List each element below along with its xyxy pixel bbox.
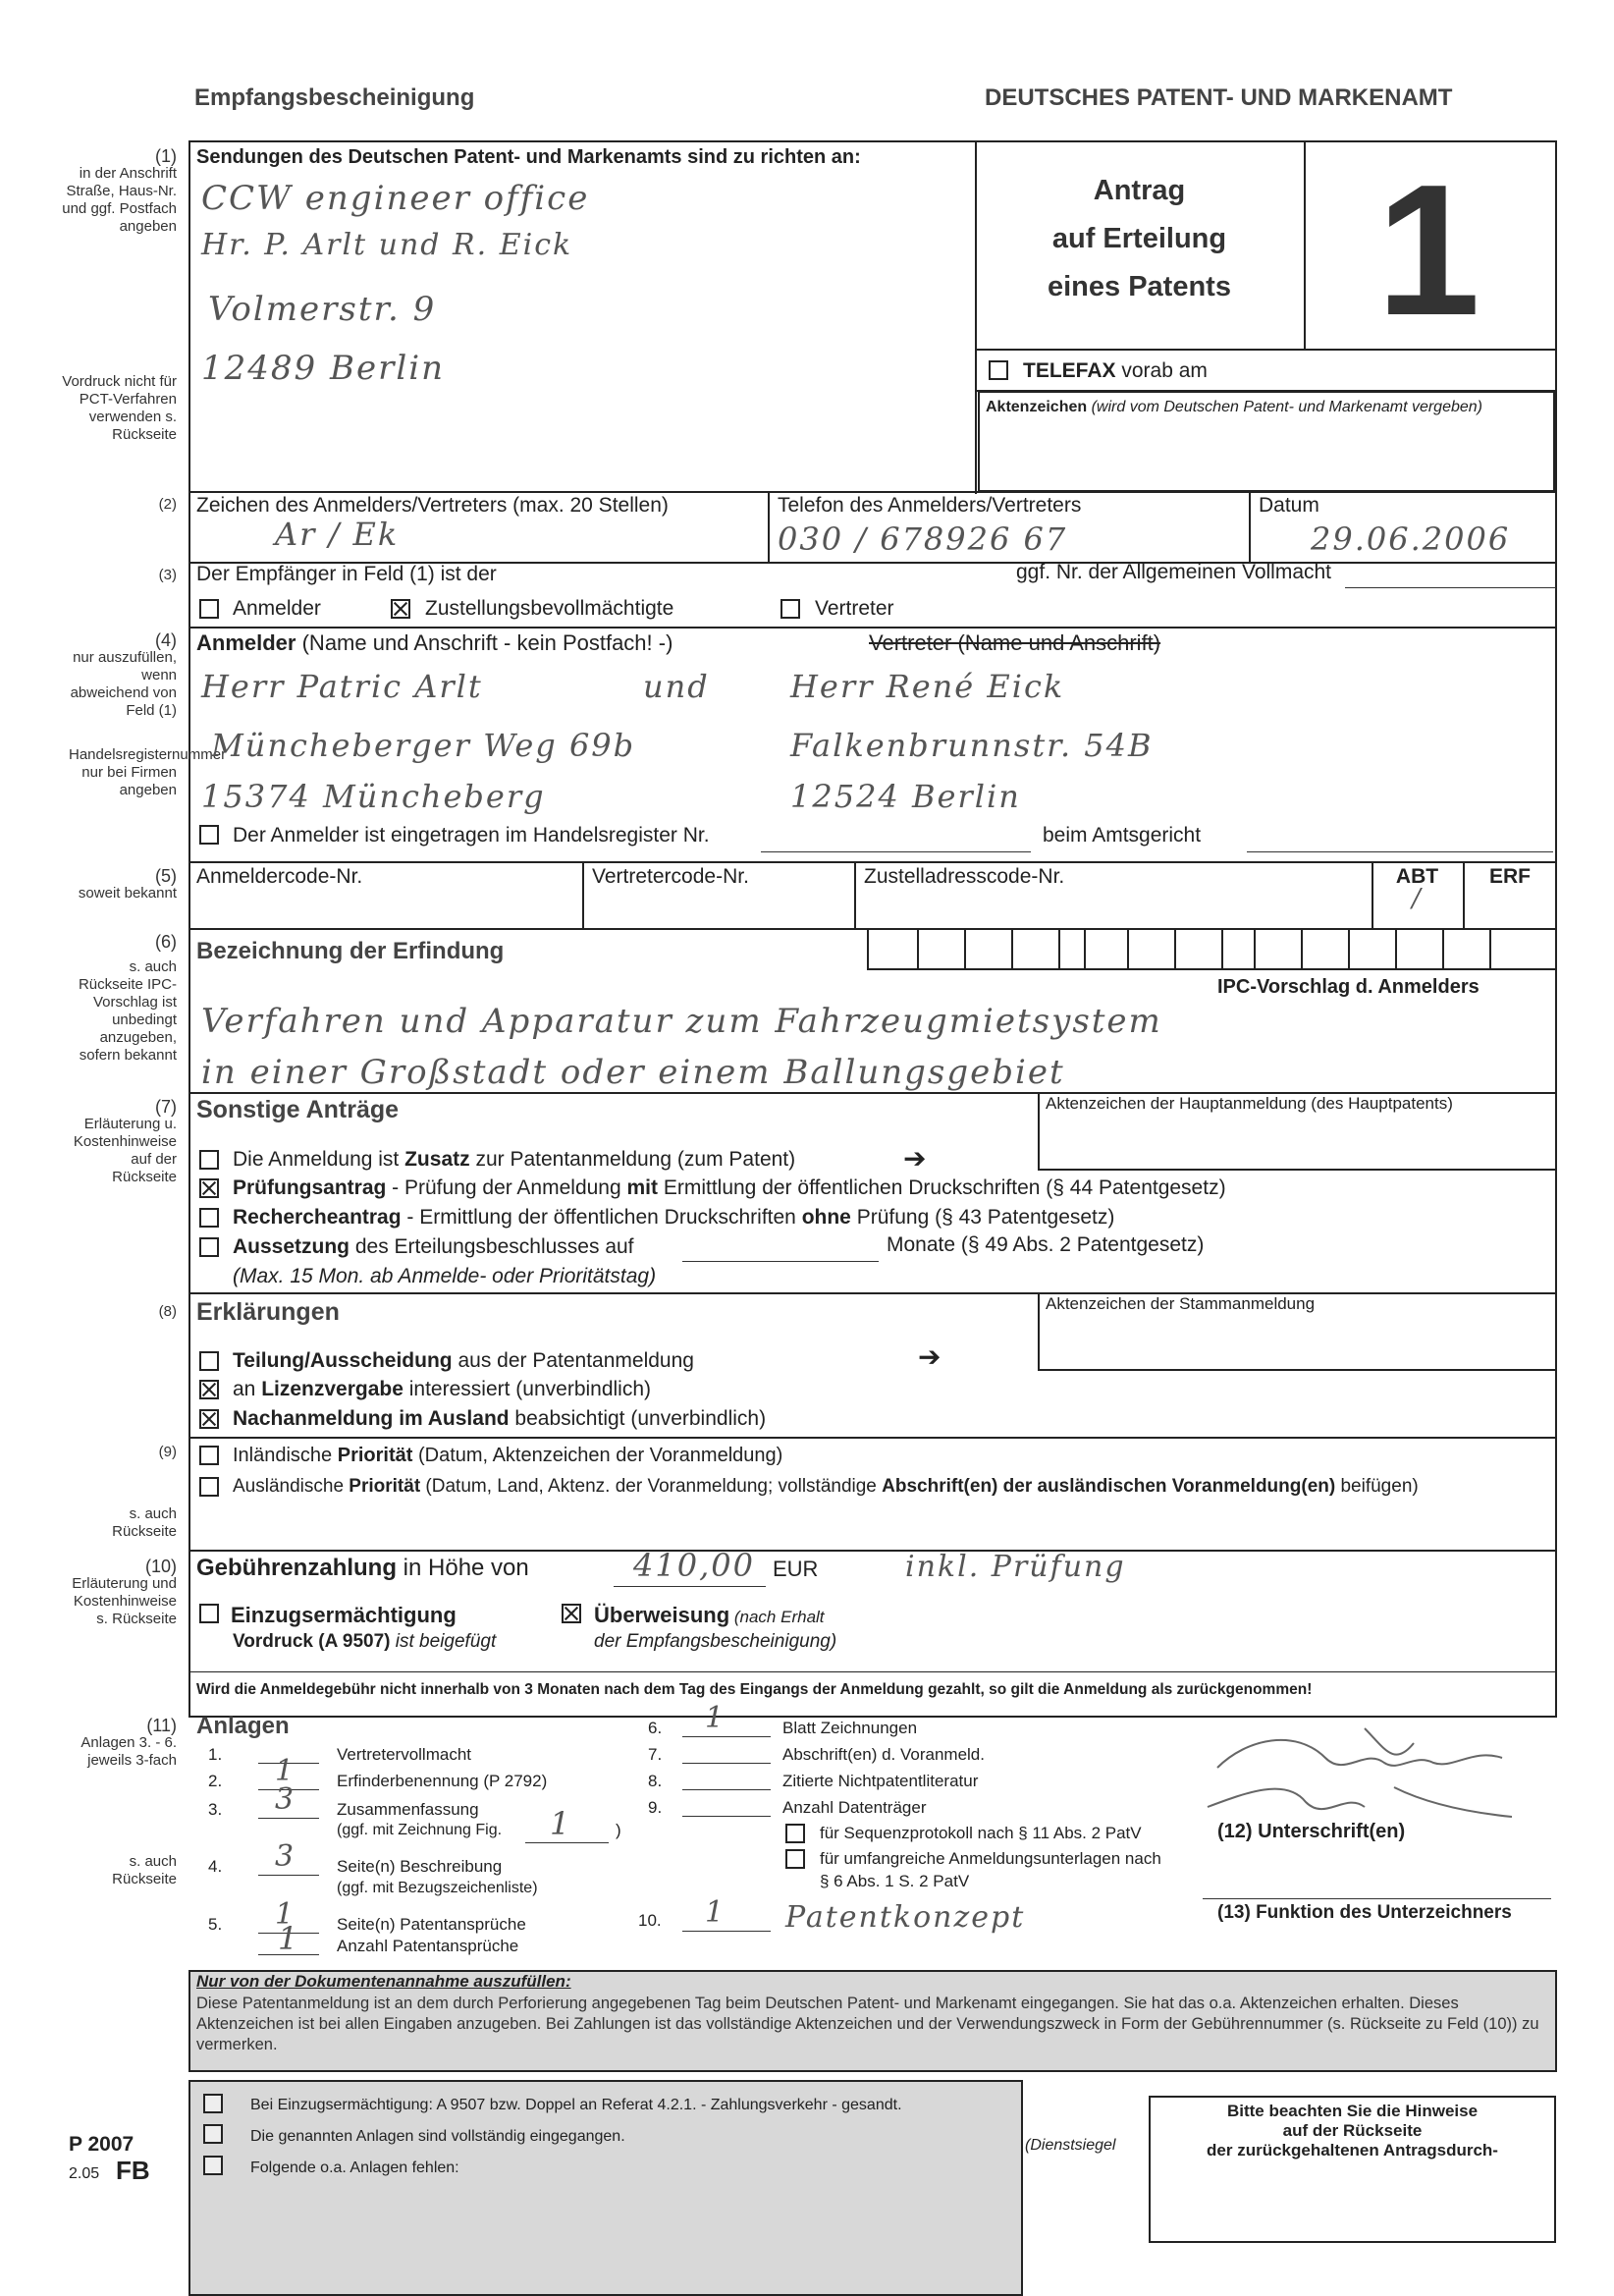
gebuehrenzahlung-label: Gebührenzahlung in Höhe von [196,1555,529,1581]
datum-value: 29.06.2006 [1311,520,1511,558]
ueberweisung-sub: der Empfangsbescheinigung) [594,1631,837,1652]
sequenzprotokoll-label: für Sequenzprotokoll nach § 11 Abs. 2 PatV [820,1824,1142,1842]
fig-close: ) [616,1821,621,1839]
einzug-sub: Vordruck (A 9507) ist beigefügt [233,1631,497,1652]
anlage-number: 2. [208,1772,223,1790]
telefax-checkbox[interactable] [989,360,1008,380]
ueberweisung-label: Überweisung (nach Erhalt [594,1603,825,1627]
anlage-label: Abschrift(en) d. Voranmeld. [782,1745,985,1764]
aktenzeichen-label: Aktenzeichen (wird vom Deutschen Patent- und Markenamt vergeben) [986,399,1482,415]
anlage-label: Vertretervollmacht [337,1745,471,1764]
field10-margin: (10) Erläuterung und Kostenhinweise s. Rückseite [72,1557,177,1627]
lizenzvergabe-checkbox[interactable] [199,1380,219,1399]
teilung-checkbox[interactable] [199,1351,219,1371]
aussetzung-months: Monate (§ 49 Abs. 2 Patentgesetz) [887,1233,1205,1256]
vertreter-checkbox[interactable] [780,599,800,619]
anmelder-checkbox[interactable] [199,599,219,619]
nachanmeldung-label: Nachanmeldung im Ausland beabsichtigt (unverbindlich) [233,1407,767,1430]
office-check3-label: Folgende o.a. Anlagen fehlen: [250,2159,459,2176]
anzahl-ansprueche-value: 1 [278,1920,300,1957]
field11-margin2: s. auch Rückseite [112,1853,177,1887]
invention-title-line2: in einer Großstadt oder einem Ballungsgebiet [201,1053,1065,1092]
lizenzvergabe-label: an Lizenzvergabe interessiert (unverbindlich) [233,1378,652,1400]
handelsregister-checkbox[interactable] [199,825,219,845]
office-title: Nur von der Dokumentenannahme auszufüllen: [196,1972,571,1991]
anmeldercode-label: Anmeldercode-Nr. [196,865,363,888]
hint-box: Bitte beachten Sie die Hinweise auf der Rückseite der zurückgehaltenen Antragsdurch- [1149,2096,1556,2243]
anlage-count-line [258,1875,319,1876]
anlage-label: Zitierte Nichtpatentliteratur [782,1772,979,1790]
office-check2-label: Die genannten Anlagen sind vollständig eingegangen. [250,2128,625,2145]
fig-value: 1 [550,1805,572,1842]
office-text: Diese Patentanmeldung ist an dem durch Perforierung angegebenen Tag beim Deutschen Patent- und Markenamt eingegangen. Sie hat das o.a. Aktenzeichen erhalten. Dieses Aktenzeichen ist bei allen Eingaben anzugeben. Bei Zahlungen ist das vollständige Aktenzeichen und der Verwendungszweck in Form der Gebührennummer (s. Rückseite zu Feld (10)) zu vermerken. [196,1995,1539,2053]
anlage-label: Seite(n) Patentansprüche [337,1915,526,1934]
field6-margin: (6) s. auch Rückseite IPC-Vorschlag ist unbedingt anzugeben, sofern bekannt [78,932,177,1064]
applicant-und: und [643,668,710,705]
field1-label: Sendungen des Deutschen Patent- und Markenamts sind zu richten an: [196,146,861,168]
receipt-heading: Empfangsbescheinigung [194,84,475,111]
anlage-number: 7. [648,1745,663,1764]
erf-label: ERF [1489,865,1531,888]
teilung-label: Teilung/Ausscheidung aus der Patentanmeldung [233,1349,694,1372]
vertretercode-label: Vertretercode-Nr. [592,865,749,888]
zusatz-checkbox[interactable] [199,1150,219,1170]
field1-hand-line3: Volmerstr. 9 [208,290,437,329]
arrow-icon: ➔ [903,1143,927,1174]
form-version: 2.05 [69,2165,100,2182]
anlage-number: 6. [648,1719,663,1737]
auslaendische-prioritaet-checkbox[interactable] [199,1477,219,1497]
title-block: Antrag auf Erteilung eines Patents [1048,175,1231,302]
sonstige-antraege-label: Sonstige Anträge [196,1096,400,1123]
erklaerungen-label: Erklärungen [196,1298,340,1326]
field7-margin: (7) Erläuterung u. Kostenhinweise auf der Rückseite [73,1097,177,1185]
anlage-count: 1 [275,1897,296,1932]
anlage-count: 3 [275,1839,296,1874]
inlaendische-prioritaet-label: Inländische Priorität (Datum, Aktenzeichen der Voranmeldung) [233,1445,783,1466]
field11-margin: (11) Anlagen 3. - 6. jeweils 3-fach [81,1716,177,1769]
fee-currency: EUR [773,1557,819,1581]
anlage-count-line [682,1736,771,1737]
pruefungsantrag-checkbox[interactable] [199,1178,219,1198]
anlage-10-number: 10. [638,1911,662,1930]
sequenzprotokoll-checkbox[interactable] [785,1824,805,1843]
anlage-number: 8. [648,1772,663,1790]
einzugsermaechtigung-label: Einzugsermächtigung [231,1603,457,1627]
aussetzung-checkbox[interactable] [199,1237,219,1257]
auslaendische-prioritaet-label: Ausländische Priorität (Datum, Land, Aktenz. der Voranmeldung; vollständige Abschrift(en) der ausländischen Voranmeldung(en) beifügen) [233,1476,1419,1497]
applicant2-street: Falkenbrunnstr. 54B [790,727,1154,764]
anlage-count: 3 [275,1782,296,1817]
zustellungsbevollmaechtigte-checkbox[interactable] [391,599,410,619]
field2-num: (2) [158,496,177,513]
anzahl-ansprueche-label: Anzahl Patentansprüche [337,1937,519,1955]
vertreter-option: Vertreter [815,597,894,620]
field9-num: (9) [158,1444,177,1460]
anmelder-heading: Anmelder (Name und Anschrift - kein Postfach! -) [196,630,673,655]
unterschrift-label: (12) Unterschrift(en) [1217,1821,1406,1842]
anlage-count-line [258,1818,319,1819]
umfangreiche-label2: § 6 Abs. 1 S. 2 PatV [820,1872,970,1890]
gebuehr-notice: Wird die Anmeldegebühr nicht innerhalb von 3 Monaten nach dem Tag des Eingangs der Anmeldung gezahlt, so gilt die Anmeldung als zurückgenommen! [196,1681,1313,1698]
field3-label: Der Empfänger in Feld (1) ist der [196,563,497,585]
abt-label: ABT [1395,865,1439,888]
anlage-10-value: 1 [705,1895,726,1930]
pruefungsantrag-label: Prüfungsantrag - Prüfung der Anmeldung mit Ermittlung der öffentlichen Druckschriften (§ 44 Patentgesetz) [233,1176,1226,1199]
anlage-label: Anzahl Datenträger [782,1798,927,1817]
nachanmeldung-checkbox[interactable] [199,1409,219,1429]
stammanmeldung-label: Aktenzeichen der Stammanmeldung [1046,1294,1316,1313]
anlage-label: Blatt Zeichnungen [782,1719,918,1737]
field5-margin: (5) soweit bekannt [78,866,177,902]
fee-note: inkl. Prüfung [905,1550,1126,1584]
einzugsermaechtigung-checkbox[interactable] [199,1604,219,1623]
abt-value: / [1412,884,1423,913]
field3-num: (3) [158,567,177,583]
invention-title-line1: Verfahren und Apparatur zum Fahrzeugmietsystem [201,1002,1162,1041]
rechercheantrag-checkbox[interactable] [199,1208,219,1228]
vertreter-heading: Vertreter (Name und Anschrift) [869,630,1161,655]
handelsregister-label: Der Anmelder ist eingetragen im Handelsregister Nr. [233,824,710,847]
applicant1-street: Müncheberger Weg 69b [211,727,636,764]
field1-margin: (1) in der Anschrift Straße, Haus-Nr. und ggf. Postfach angeben [62,146,177,235]
zustellungsbevollmaechtigte-option: Zustellungsbevollmächtigte [425,597,674,620]
signature-icon [1188,1709,1561,1836]
office-check1-label: Bei Einzugsermächtigung: A 9507 bzw. Doppel an Referat 4.2.1. - Zahlungsverkehr - gesandt. [250,2097,902,2113]
anlage-count: 1 [705,1701,726,1735]
office-heading: DEUTSCHES PATENT- UND MARKENAMT [985,84,1453,111]
anlage-number: 3. [208,1800,223,1819]
field8-num: (8) [158,1303,177,1320]
telefax-label: TELEFAX vorab am [1023,359,1208,382]
anlagen-label: Anlagen [196,1713,290,1739]
form-number: 1 [1376,146,1480,355]
hauptanmeldung-label: Aktenzeichen der Hauptanmeldung (des Hauptpatents) [1046,1094,1453,1113]
anlage-number: 5. [208,1915,223,1934]
applicant2-city: 12524 Berlin [790,778,1021,815]
form-id: P 2007 [69,2133,134,2156]
anlage-10-hand: Patentkonzept [785,1900,1026,1935]
telefon-label: Telefon des Anmelders/Vertreters [778,494,1082,517]
field1-margin2: Vordruck nicht für PCT-Verfahren verwenden s. Rückseite [62,373,177,443]
vollmacht-label: ggf. Nr. der Allgemeinen Vollmacht [1016,561,1332,583]
anlage-number: 1. [208,1745,223,1764]
field4-margin: (4) nur auszufüllen, wenn abweichend von Feld (1) [70,630,177,719]
office-check2-checkbox[interactable] [203,2124,223,2144]
anlage-number: 9. [648,1798,663,1817]
zustelladresscode-label: Zustelladresscode-Nr. [864,865,1065,888]
anlage-label: Erfinderbenennung (P 2792) [337,1772,548,1790]
fee-amount: 410,00 [633,1547,755,1584]
fig-label: (ggf. mit Zeichnung Fig. [337,1822,503,1838]
anmelder-option: Anmelder [233,597,321,620]
anlage-label: Zusammenfassung [337,1800,479,1819]
aussetzung-label: Aussetzung des Erteilungsbeschlusses auf [233,1235,634,1258]
anlage-count-line [682,1816,771,1817]
rechercheantrag-label: Rechercheantrag - Ermittlung der öffentlichen Druckschriften ohne Prüfung (§ 43 Patentgesetz) [233,1206,1115,1229]
datum-label: Datum [1259,494,1319,517]
anlage-count: 1 [275,1754,296,1788]
ueberweisung-checkbox[interactable] [562,1604,581,1623]
telefon-value: 030 / 678926 67 [778,520,1068,558]
umfangreiche-checkbox[interactable] [785,1849,805,1869]
field1-hand-line4: 12489 Berlin [201,349,445,388]
anlage-label: Seite(n) Beschreibung [337,1857,503,1876]
amtsgericht-label: beim Amtsgericht [1043,824,1202,847]
field1-hand-line1: CCW engineer office [201,179,590,218]
zusatz-label: Die Anmeldung ist Zusatz zur Patentanmeldung (zum Patent) [233,1148,796,1171]
zeichen-value: Ar / Ek [275,516,400,553]
form-fb: FB [116,2156,150,2185]
office-check3-checkbox[interactable] [203,2156,223,2175]
applicant1-city: 15374 Müncheberg [201,778,546,815]
dienstsiegel-label: (Dienstsiegel [1025,2137,1116,2154]
anlage-count-line [682,1789,771,1790]
funktion-label: (13) Funktion des Unterzeichners [1217,1902,1512,1923]
ipc-label: IPC-Vorschlag d. Anmelders [1217,976,1480,998]
inlaendische-prioritaet-checkbox[interactable] [199,1446,219,1465]
field4-margin2: Handelsregisternummer nur bei Firmen angeben [69,746,227,798]
applicant2-name: Herr René Eick [790,668,1065,705]
ipc-grid[interactable] [867,928,1557,970]
arrow-icon-2: ➔ [918,1341,942,1372]
aussetzung-note: (Max. 15 Mon. ab Anmelde- oder Prioritätstag) [233,1265,657,1287]
umfangreiche-label: für umfangreiche Anmeldungsunterlagen nach [820,1849,1161,1868]
field1-hand-line2: Hr. P. Arlt und R. Eick [201,228,573,262]
anlage-number: 4. [208,1857,223,1876]
erfindung-label: Bezeichnung der Erfindung [196,938,505,964]
bezug-label: (ggf. mit Bezugszeichenliste) [337,1880,538,1896]
zeichen-label: Zeichen des Anmelders/Vertreters (max. 20 Stellen) [196,494,669,517]
office-check1-checkbox[interactable] [203,2094,223,2113]
field9-margin: s. auch Rückseite [112,1505,177,1540]
applicant1-name: Herr Patric Arlt [201,668,483,705]
anlage-count-line [682,1763,771,1764]
